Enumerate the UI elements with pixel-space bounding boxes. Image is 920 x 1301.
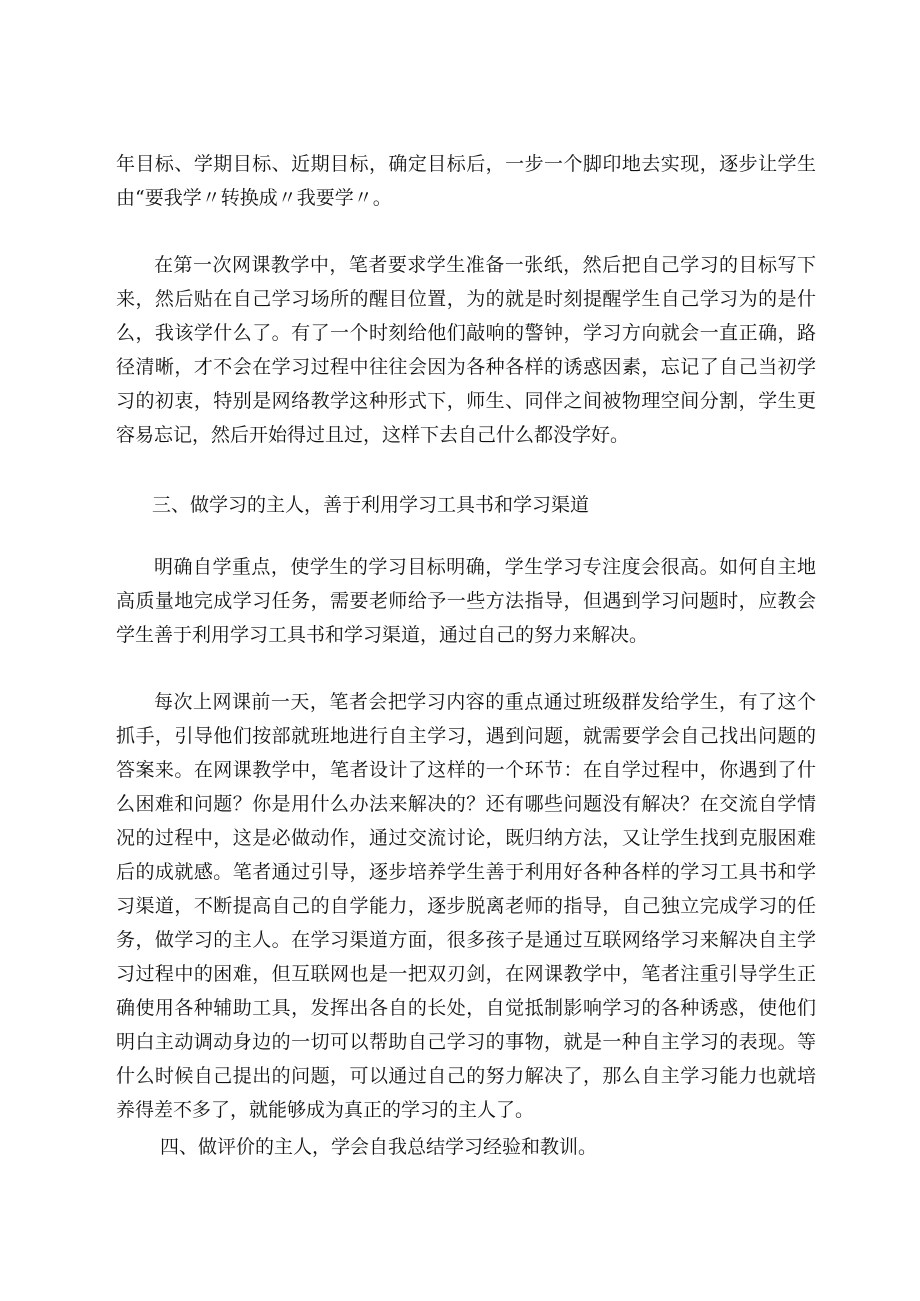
section-heading-four: 四、做评价的主人，学会自我总结学习经验和教训。 [160,1136,598,1158]
paragraph-self-study-focus: 明确自学重点，使学生的学习目标明确，学生学习专注度会很高。如何自主地高质量地完成学习任务，需要老师给予一些方法指导，但遇到学习问题时，应教会学生善于利用学习工具书和学习渠道，通过自己的努力来解决。 [116,556,816,646]
paragraph-continuation: 年目标、学期目标、近期目标，确定目标后，一步一个脚印地去实现，逐步让学生由“要我学〃转换成〃我要学〃。 [116,153,816,209]
section-heading-three: 三、做学习的主人，善于利用学习工具书和学习渠道 [152,494,590,516]
paragraph-goal-paper: 在第一次网课教学中，笔者要求学生准备一张纸，然后把自己学习的目标写下来，然后贴在自己学习场所的醒目位置，为的就是时刻提醒学生自己学习为的是什么，我该学什么了。有了一个时刻给他们敲响的警钟，学习方向就会一直正确，路径清晰，才不会在学习过程中往往会因为各种各样的诱惑因素，忘记了自己当初学习的初衷，特别是网络教学这种形式下，师生、同伴之间被物理空间分割，学生更容易忘记，然后开始得过且过，这样下去自己什么都没学好。 [116,254,816,446]
paragraph-online-class: 每次上网课前一天，笔者会把学习内容的重点通过班级群发给学生，有了这个抓手，引导他们按部就班地进行自主学习，遇到问题，就需要学会自己找出问题的答案来。在网课教学中，笔者设计了这样的一个环节：在自学过程中，你遇到了什么困难和问题？你是用什么办法来解决的？还有哪些问题没有解决？在交流自学情况的过程中，这是必做动作，通过交流讨论，既归纳方法，又让学生找到克服困难后的成就感。笔者通过引导，逐步培养学生善于利用好各种各样的学习工具书和学习渠道，不断提高自己的自学能力，逐步脱离老师的指导，自己独立完成学习的任务，做学习的主人。在学习渠道方面，很多孩子是通过互联网络学习来解决自主学习过程中的困难，但互联网也是一把双刃剑，在网课教学中，笔者注重引导学生正确使用各种辅助工具，发挥出各自的长处，自觉抵制影响学习的各种诱惑，使他们明白主动调动身边的一切可以帮助自己学习的事物，就是一种自主学习的表现。等什么时候自己提出的问题，可以通过自己的努力解决了，那么自主学习能力也就培养得差不多了，就能够成为真正的学习的主人了。 [116,691,816,1121]
